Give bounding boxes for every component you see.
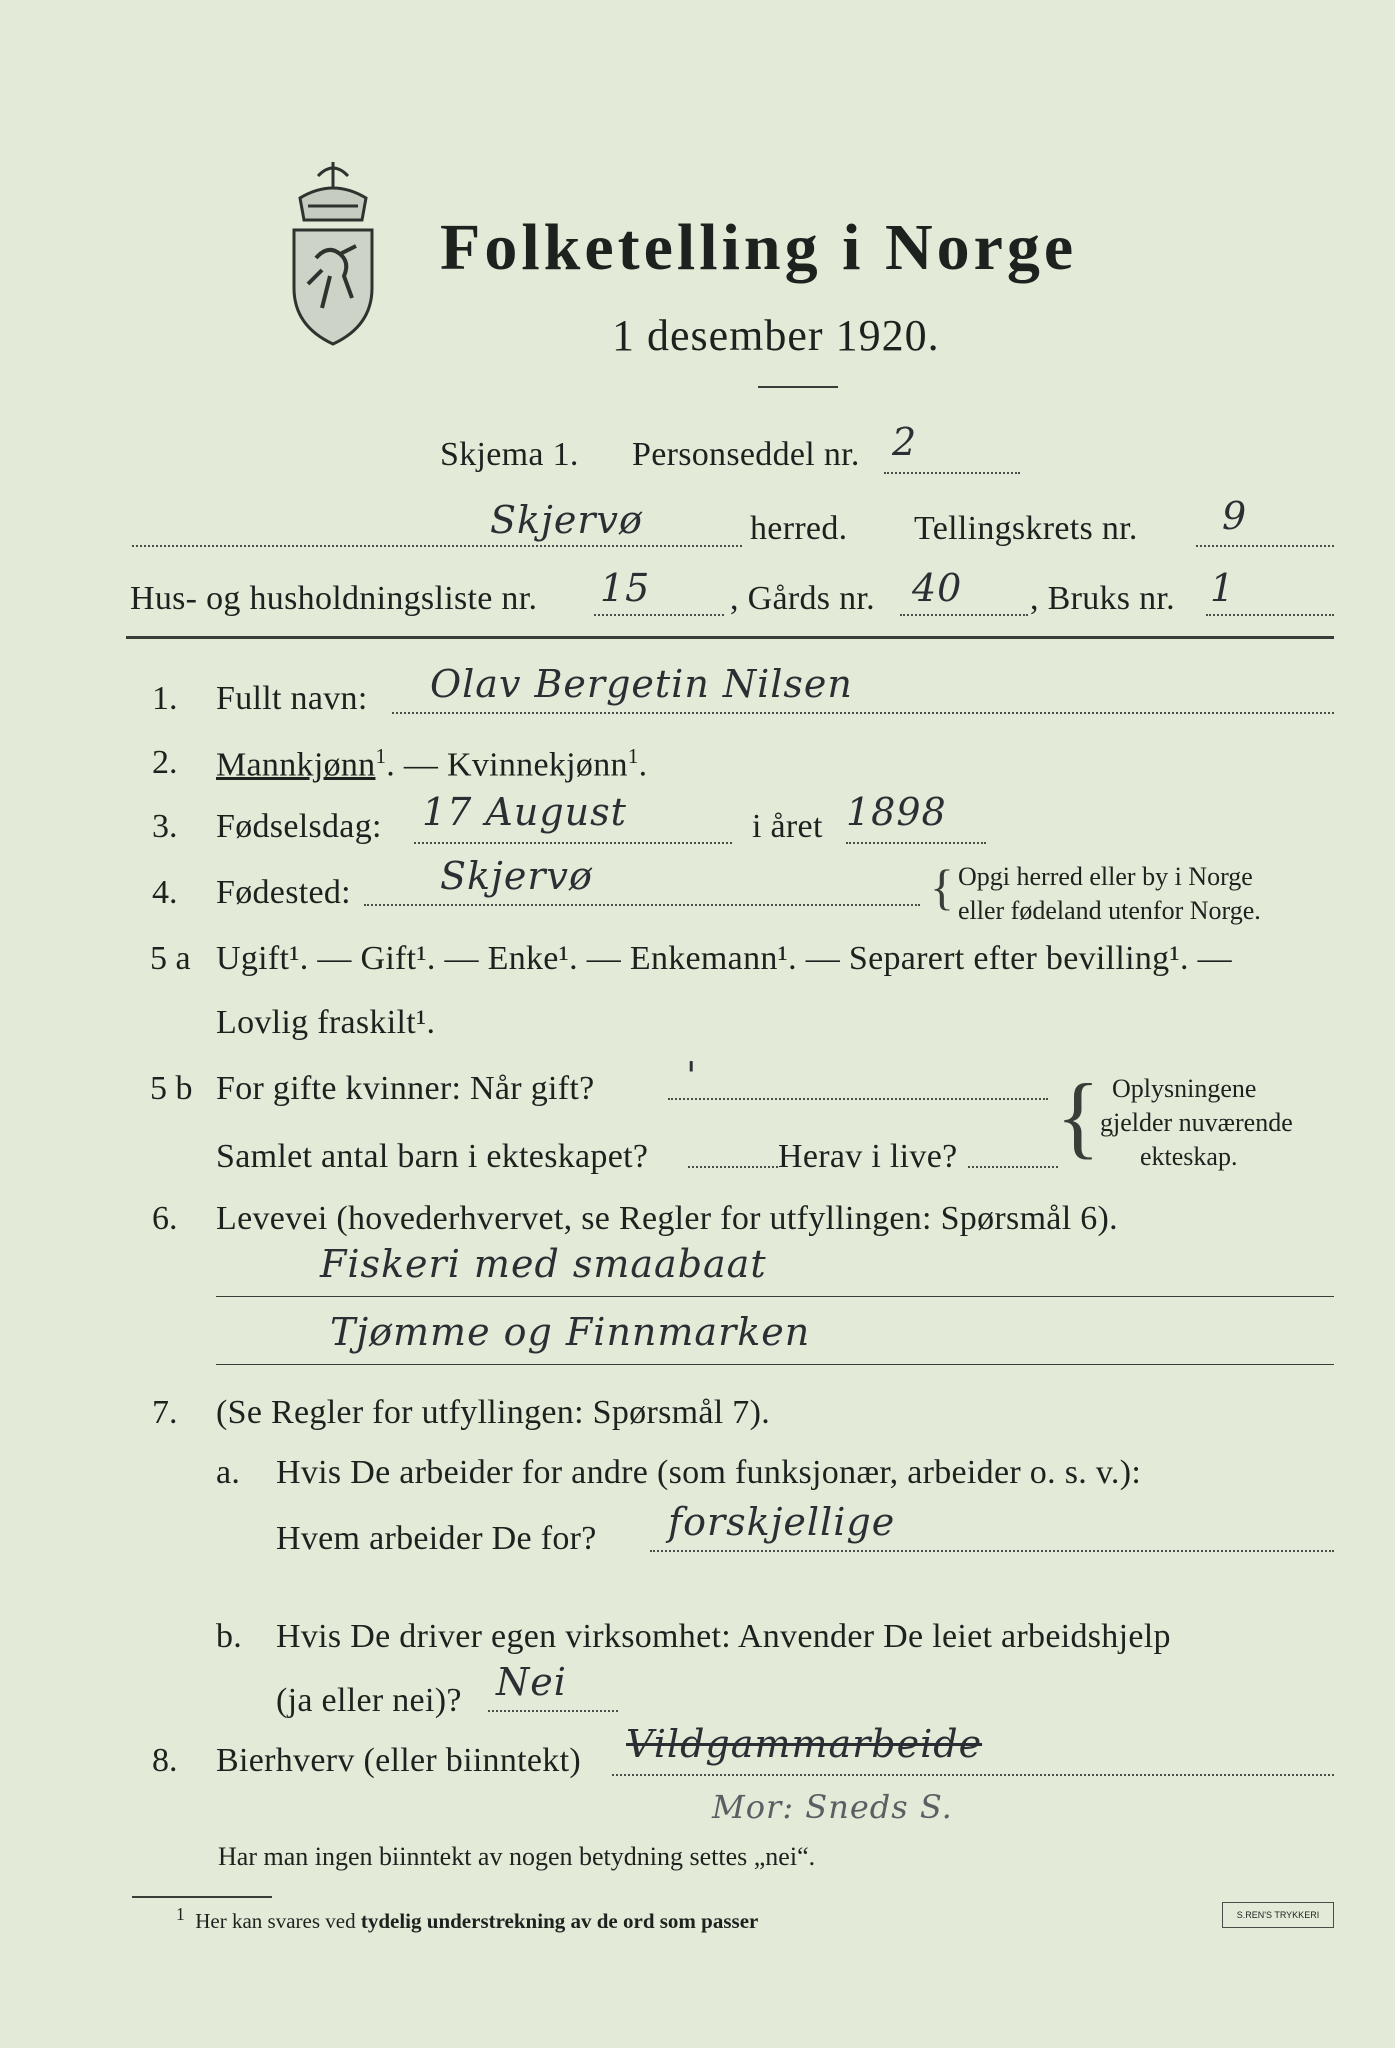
q7b-question: (ja eller nei)?	[276, 1682, 462, 1719]
herred-line	[132, 545, 742, 547]
q8-number: 8.	[152, 1742, 178, 1779]
q7a-text: Hvis De arbeider for andre (som funksjonær, arbeider o. s. v.):	[276, 1454, 1142, 1491]
q5b-value-1: '	[686, 1054, 698, 1098]
q1-number: 1.	[152, 680, 178, 717]
footnote-bold: tydelig understrekning av de ord som passer	[360, 1909, 759, 1933]
husliste-value: 15	[600, 566, 651, 610]
q5b-label-2: Samlet antal barn i ekteskapet?	[216, 1138, 649, 1175]
q8-value: Vildgammarbeide	[626, 1722, 983, 1766]
q2-end: .	[638, 746, 648, 784]
q5b-label-3: Herav i live?	[778, 1138, 958, 1175]
q6-number: 6.	[152, 1200, 178, 1237]
footer-note: Har man ingen biinntekt av nogen betydning settes „nei“.	[218, 1842, 816, 1871]
q3-line	[414, 842, 732, 844]
q3-number: 3.	[152, 808, 178, 845]
bruks-line	[1206, 614, 1334, 616]
q5a-options: Ugift¹. — Gift¹. — Enke¹. — Enkemann¹. — Separert efter bevilling¹. —	[216, 940, 1232, 977]
footnote	[176, 1904, 758, 1934]
q6-label: Levevei (hovederhvervet, se Regler for utfyllingen: Spørsmål 6).	[216, 1200, 1118, 1237]
personseddel-label: Personseddel nr.	[632, 436, 860, 473]
q2-female: Kvinnekjønn	[446, 746, 628, 784]
coat-of-arms-icon	[278, 158, 388, 348]
q2-male: Mannkjønn	[216, 746, 376, 784]
q5a-options-2: Lovlig fraskilt¹.	[216, 1004, 436, 1041]
q5b-number: 5 b	[150, 1070, 193, 1107]
q3-year-label: i året	[752, 808, 823, 845]
footnote-text: Her kan svares ved	[195, 1909, 356, 1933]
q5b-note-2: gjelder nuværende	[1100, 1108, 1293, 1137]
q6-line-2	[216, 1364, 1334, 1365]
q8-note: Mor: Sneds S.	[712, 1788, 953, 1826]
q7b-line	[488, 1710, 618, 1712]
q5b-note-1: Oplysningene	[1112, 1074, 1257, 1103]
q3-value: 17 August	[422, 790, 627, 834]
q2-sep: . —	[386, 746, 447, 784]
q4-note-1: Opgi herred eller by i Norge	[958, 862, 1253, 891]
q5b-line-1	[668, 1098, 1048, 1100]
q4-label: Fødested:	[216, 874, 351, 911]
herred-value: Skjervø	[490, 498, 643, 542]
husliste-label: Hus- og husholdningsliste nr.	[130, 580, 538, 617]
q4-value: Skjervø	[440, 854, 593, 898]
q4-brace: {	[930, 859, 954, 915]
footnote-rule	[132, 1896, 272, 1898]
q6-value-1: Fiskeri med smaabaat	[320, 1242, 767, 1286]
q1-label: Fullt navn:	[216, 680, 368, 717]
q2-male-sup: 1	[375, 744, 387, 768]
q5b-note-3: ekteskap.	[1140, 1142, 1238, 1171]
q7a-letter: a.	[216, 1454, 241, 1491]
footnote-mark: 1	[176, 1904, 185, 1924]
printer-stamp: S.REN'S TRYKKERI	[1222, 1902, 1334, 1928]
tellingskrets-line	[1196, 545, 1334, 547]
q4-number: 4.	[152, 874, 178, 911]
q2-options	[216, 744, 647, 784]
q4-line	[364, 904, 920, 906]
q1-value: Olav Bergetin Nilsen	[430, 662, 853, 706]
q1-line	[392, 712, 1334, 714]
husliste-line	[594, 614, 724, 616]
q7b-letter: b.	[216, 1618, 243, 1655]
q7a-question: Hvem arbeider De for?	[276, 1520, 597, 1557]
q7a-value: forskjellige	[668, 1500, 896, 1544]
q7-number: 7.	[152, 1394, 178, 1431]
q3-year-value: 1898	[846, 790, 947, 834]
header-rule	[126, 636, 1334, 639]
q8-label: Bierhverv (eller biinntekt)	[216, 1742, 581, 1779]
personseddel-value: 2	[892, 420, 918, 464]
q2-number: 2.	[152, 744, 178, 781]
tellingskrets-label: Tellingskrets nr.	[914, 510, 1138, 547]
q5a-number: 5 a	[150, 940, 191, 977]
q3-year-line	[846, 842, 986, 844]
form-title: Folketelling i Norge	[440, 211, 1078, 284]
q7-label: (Se Regler for utfyllingen: Spørsmål 7).	[216, 1394, 771, 1431]
q6-value-2: Tjømme og Finnmarken	[330, 1310, 811, 1354]
gards-line	[900, 614, 1028, 616]
q5b-brace: {	[1056, 1065, 1101, 1167]
gards-value: 40	[912, 566, 963, 610]
q5b-line-2	[688, 1166, 778, 1168]
schema-label: Skjema 1.	[440, 436, 579, 473]
tellingskrets-value: 9	[1222, 494, 1248, 538]
bruks-value: 1	[1210, 566, 1236, 610]
personseddel-line	[884, 472, 1020, 474]
bruks-label: , Bruks nr.	[1030, 580, 1175, 617]
q7b-value: Nei	[496, 1660, 567, 1704]
herred-label: herred.	[750, 510, 848, 547]
q7b-text: Hvis De driver egen virksomhet: Anvender De leiet arbeidshjelp	[276, 1618, 1171, 1655]
q6-line-1	[216, 1296, 1334, 1297]
q8-line	[612, 1774, 1334, 1776]
title-divider	[758, 386, 838, 388]
q5b-line-3	[968, 1166, 1058, 1168]
q7a-line	[650, 1550, 1334, 1552]
q4-note-2: eller fødeland utenfor Norge.	[958, 896, 1261, 925]
gards-label: , Gårds nr.	[730, 580, 875, 617]
q3-label: Fødselsdag:	[216, 808, 382, 845]
form-date: 1 desember 1920.	[612, 311, 940, 360]
q2-female-sup: 1	[627, 744, 639, 768]
q5b-label-1: For gifte kvinner: Når gift?	[216, 1070, 595, 1107]
